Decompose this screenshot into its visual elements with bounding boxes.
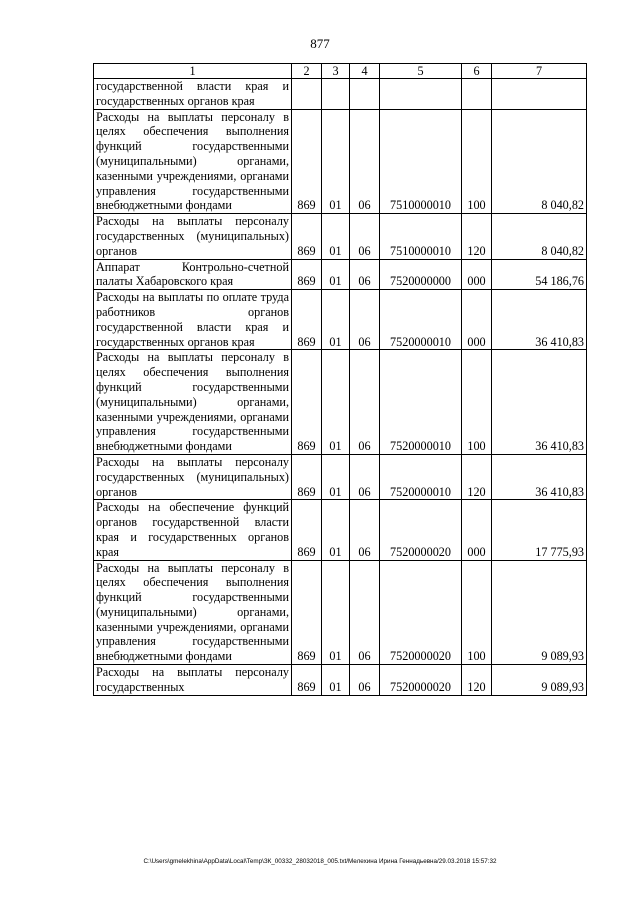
row-amount: 36 410,83 <box>492 290 587 350</box>
budget-table <box>93 63 587 696</box>
row-code-expense-type <box>462 79 492 110</box>
row-code-section: 01 <box>322 214 350 259</box>
row-code-target: 7520000020 <box>380 665 462 696</box>
row-code-target: 7520000010 <box>380 454 462 499</box>
row-amount <box>492 79 587 110</box>
row-code-expense-type: 000 <box>462 500 492 560</box>
row-code-expense-type: 120 <box>462 214 492 259</box>
row-code-ministry: 869 <box>292 500 322 560</box>
table-row <box>94 560 587 665</box>
table-row <box>94 500 587 560</box>
row-code-subsection: 06 <box>350 214 380 259</box>
row-name: Расходы на выплаты персоналу в целях обеспечения выполнения функций государственными (муниципальными) органами, казенными учреждениями, органами управления государственными внебюджетными фондами <box>94 350 292 455</box>
row-amount: 36 410,83 <box>492 454 587 499</box>
row-name: Расходы на обеспечение функций органов государственной власти края и государственных органов края <box>94 500 292 560</box>
row-amount: 8 040,82 <box>492 109 587 214</box>
row-code-expense-type: 100 <box>462 560 492 665</box>
row-name: Расходы на выплаты персоналу государственных (муниципальных) органов <box>94 454 292 499</box>
table-row <box>94 259 587 290</box>
row-name: Аппарат Контрольно-счетной палаты Хабаровского края <box>94 259 292 290</box>
row-code-section: 01 <box>322 109 350 214</box>
header-col-3: 3 <box>322 64 350 79</box>
row-code-subsection: 06 <box>350 665 380 696</box>
table-row <box>94 350 587 455</box>
row-code-section: 01 <box>322 350 350 455</box>
header-col-1: 1 <box>94 64 292 79</box>
row-code-section: 01 <box>322 560 350 665</box>
row-code-expense-type: 000 <box>462 290 492 350</box>
row-name: Расходы на выплаты персоналу государственных (муниципальных) органов <box>94 214 292 259</box>
row-code-target: 7520000020 <box>380 560 462 665</box>
row-code-section: 01 <box>322 454 350 499</box>
row-code-section: 01 <box>322 259 350 290</box>
row-code-target: 7520000020 <box>380 500 462 560</box>
row-code-expense-type: 120 <box>462 665 492 696</box>
table-row <box>94 665 587 696</box>
row-code-subsection: 06 <box>350 500 380 560</box>
header-col-2: 2 <box>292 64 322 79</box>
row-code-subsection <box>350 79 380 110</box>
row-name: Расходы на выплаты персоналу государственных <box>94 665 292 696</box>
row-code-target <box>380 79 462 110</box>
table-row <box>94 454 587 499</box>
row-code-subsection: 06 <box>350 109 380 214</box>
row-code-ministry: 869 <box>292 214 322 259</box>
header-col-5: 5 <box>380 64 462 79</box>
row-code-subsection: 06 <box>350 560 380 665</box>
row-code-target: 7510000010 <box>380 109 462 214</box>
row-code-subsection: 06 <box>350 290 380 350</box>
row-code-ministry: 869 <box>292 350 322 455</box>
row-code-target: 7520000010 <box>380 290 462 350</box>
table-row <box>94 290 587 350</box>
row-code-ministry: 869 <box>292 290 322 350</box>
row-name: Расходы на выплаты по оплате труда работников органов государственной власти края и государственных органов края <box>94 290 292 350</box>
row-code-ministry: 869 <box>292 665 322 696</box>
row-code-expense-type: 100 <box>462 350 492 455</box>
row-code-ministry: 869 <box>292 259 322 290</box>
row-code-target: 7510000010 <box>380 214 462 259</box>
row-name: Расходы на выплаты персоналу в целях обеспечения выполнения функций государственными (муниципальными) органами, казенными учреждениями, органами управления государственными внебюджетными фондами <box>94 560 292 665</box>
file-path-footer: C:\Users\gmelekhina\AppData\Local\Temp\ЗК_00332_28032018_005.txt/Мелехина Ирина Геннадьевна/29.03.2018 15:57:32 <box>143 858 497 865</box>
table-row <box>94 109 587 214</box>
row-amount: 17 775,93 <box>492 500 587 560</box>
row-amount: 9 089,93 <box>492 560 587 665</box>
row-code-ministry: 869 <box>292 560 322 665</box>
row-code-ministry: 869 <box>292 109 322 214</box>
row-amount: 54 186,76 <box>492 259 587 290</box>
row-code-expense-type: 100 <box>462 109 492 214</box>
row-code-subsection: 06 <box>350 350 380 455</box>
row-code-section: 01 <box>322 665 350 696</box>
row-amount: 8 040,82 <box>492 214 587 259</box>
row-code-section <box>322 79 350 110</box>
row-code-ministry <box>292 79 322 110</box>
row-code-section: 01 <box>322 290 350 350</box>
row-code-target: 7520000000 <box>380 259 462 290</box>
header-col-4: 4 <box>350 64 380 79</box>
header-col-7: 7 <box>492 64 587 79</box>
row-code-ministry: 869 <box>292 454 322 499</box>
row-name: государственной власти края и государственных органов края <box>94 79 292 110</box>
row-amount: 9 089,93 <box>492 665 587 696</box>
header-row <box>94 64 587 79</box>
row-code-expense-type: 000 <box>462 259 492 290</box>
row-code-section: 01 <box>322 500 350 560</box>
row-name: Расходы на выплаты персоналу в целях обеспечения выполнения функций государственными (муниципальными) органами, казенными учреждениями, органами управления государственными внебюджетными фондами <box>94 109 292 214</box>
row-code-subsection: 06 <box>350 454 380 499</box>
table-row <box>94 214 587 259</box>
row-amount: 36 410,83 <box>492 350 587 455</box>
table-row <box>94 79 587 110</box>
row-code-subsection: 06 <box>350 259 380 290</box>
header-col-6: 6 <box>462 64 492 79</box>
page-number: 877 <box>310 36 330 51</box>
row-code-expense-type: 120 <box>462 454 492 499</box>
row-code-target: 7520000010 <box>380 350 462 455</box>
